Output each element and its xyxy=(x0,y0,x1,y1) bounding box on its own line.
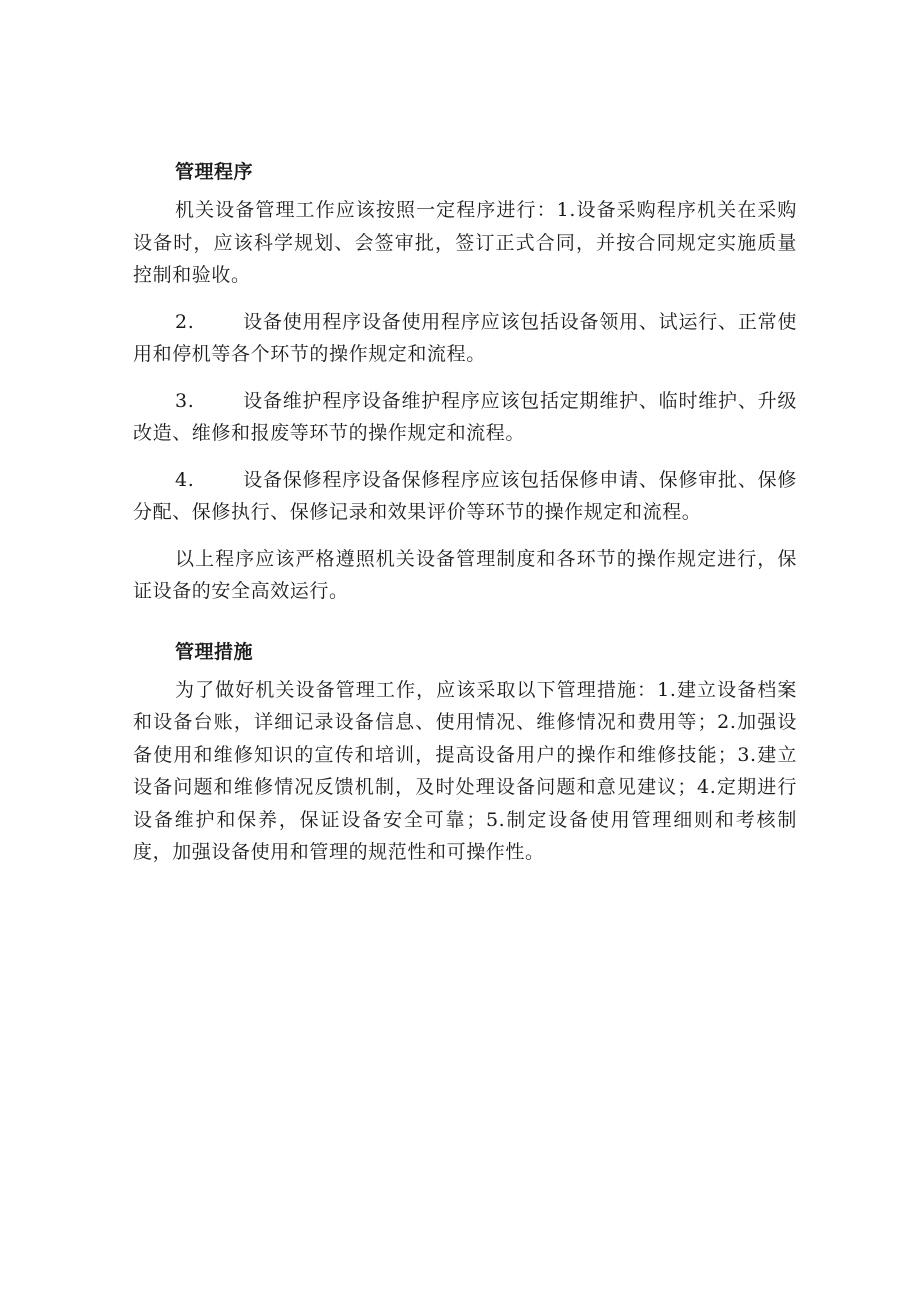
list-number: 2. xyxy=(175,310,195,333)
paragraph xyxy=(133,543,797,608)
paragraph-text: 以上程序应该严格遵照机关设备管理制度和各环节的操作规定进行，保证设备的安全高效运行。 xyxy=(133,547,797,602)
list-number: 4. xyxy=(175,468,195,491)
list-number: 3. xyxy=(175,389,195,412)
paragraph-text: 设备使用程序设备使用程序应该包括设备领用、试运行、正常使用和停机等各个环节的操作规定和流程。 xyxy=(133,310,797,365)
numbered-paragraph xyxy=(133,306,797,371)
paragraph-text: 设备维护程序设备维护程序应该包括定期维护、临时维护、升级改造、维修和报废等环节的操作规定和流程。 xyxy=(133,389,797,444)
document-page xyxy=(133,150,797,883)
paragraph xyxy=(133,674,797,869)
paragraph-text: 设备保修程序设备保修程序应该包括保修申请、保修审批、保修分配、保修执行、保修记录和效果评价等环节的操作规定和流程。 xyxy=(133,468,797,523)
paragraph xyxy=(133,194,797,292)
numbered-paragraph xyxy=(133,385,797,450)
paragraph-text: 为了做好机关设备管理工作，应该采取以下管理措施：1.建立设备档案和设备台账，详细记录设备信息、使用情况、维修情况和费用等；2.加强设备使用和维修知识的宣传和培训，提高设备用户的操作和维修技能；3.建立设备问题和维修情况反馈机制，及时处理设备问题和意见建议；4.定期进行设备维护和保养，保证设备安全可靠；5.制定设备使用管理细则和考核制度，加强设备使用和管理的规范性和可操作性。 xyxy=(133,678,797,863)
section-heading-measures: 管理措施 xyxy=(175,640,254,663)
numbered-paragraph xyxy=(133,464,797,529)
section-heading-procedures: 管理程序 xyxy=(175,161,254,183)
paragraph-text: 机关设备管理工作应该按照一定程序进行：1.设备采购程序机关在采购设备时，应该科学规划、会签审批，签订正式合同，并按合同规定实施质量控制和验收。 xyxy=(133,199,797,286)
